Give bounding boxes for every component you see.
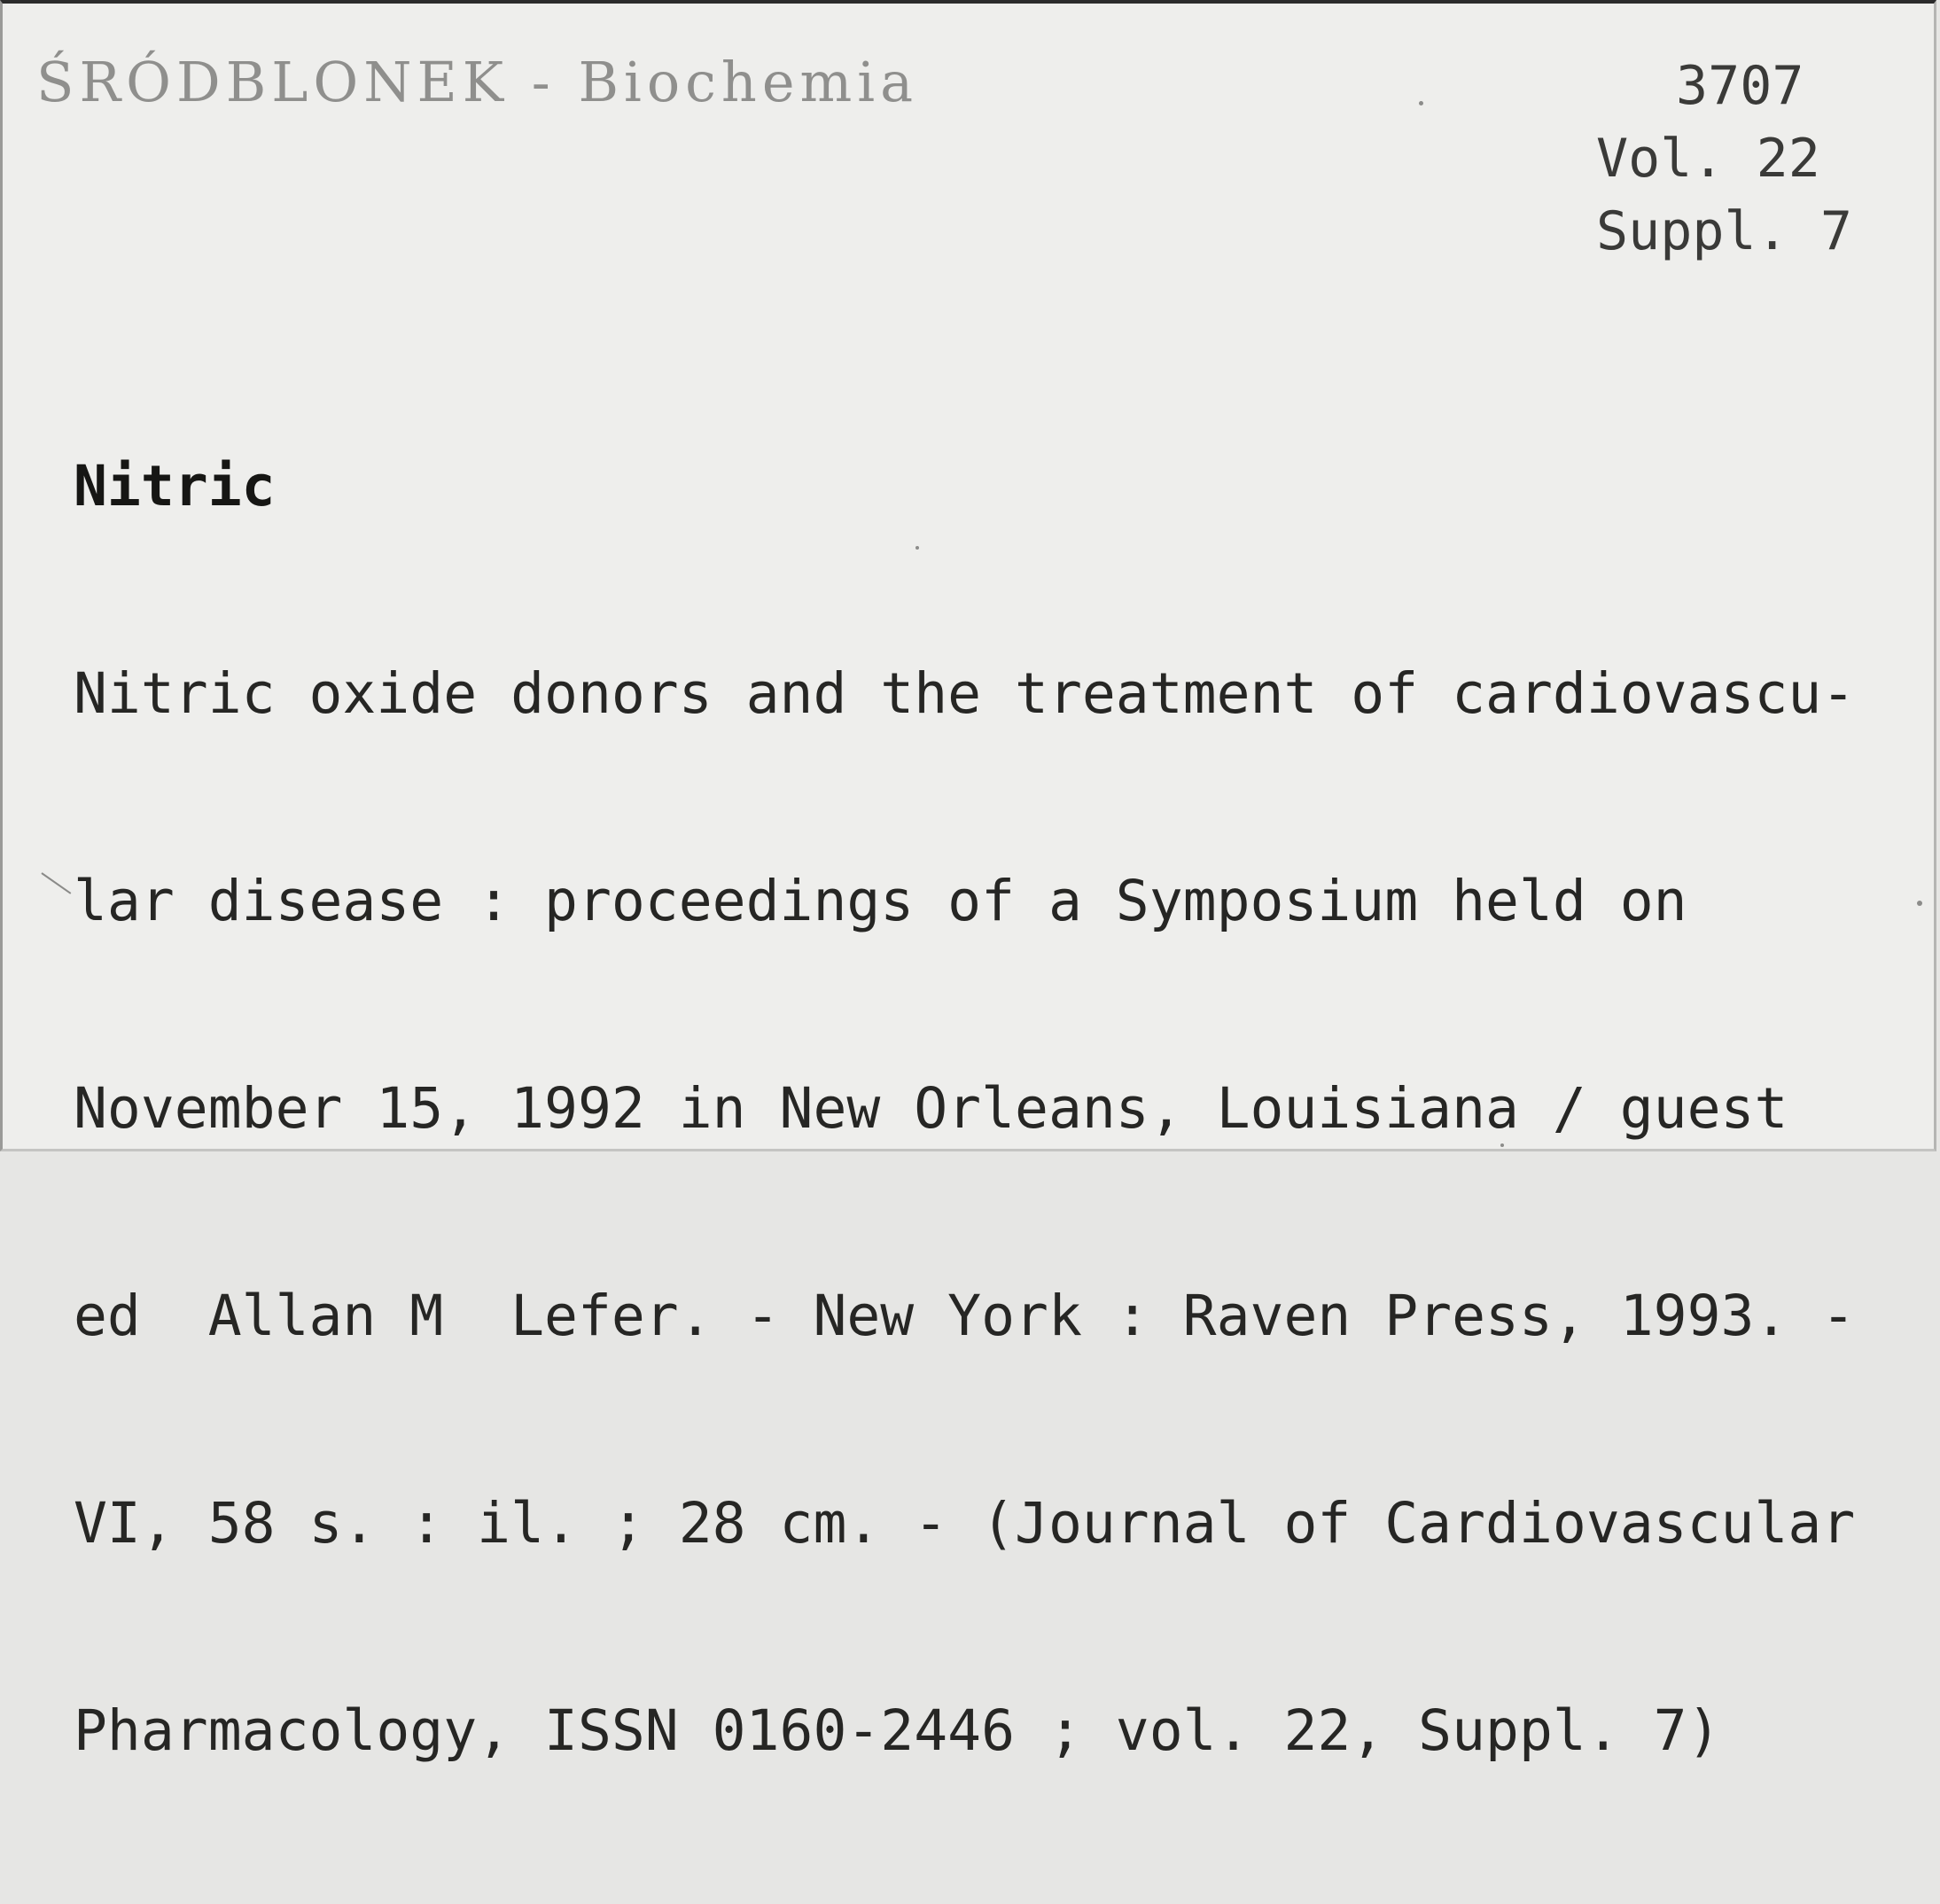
call-number-value: 3707: [1676, 55, 1804, 117]
description-line: VI, 58 s. : il. ; 28 cm. - (Journal of Cardiovascular: [74, 1491, 1856, 1556]
description-line: November 15, 1992 in New Orleans, Louisiana / guest: [74, 1076, 1788, 1141]
volume-label: Vol. 22: [1596, 128, 1820, 190]
pencil-mark: [41, 872, 71, 894]
description-line: Pharmacology, ISSN 0160-2446 ; vol. 22, Suppl. 7): [74, 1698, 1721, 1763]
description-line: lar disease : proceedings of a Symposium held on: [74, 869, 1687, 933]
main-entry-heading: Nitric: [74, 454, 276, 519]
bibliographic-entry: [74, 314, 1855, 1904]
call-number: [1596, 50, 1852, 268]
description-line: Nitric oxide donors and the treatment of cardiovascu-: [74, 661, 1856, 726]
supplement-label: Suppl. 7: [1596, 200, 1852, 262]
subject-heading: ŚRÓDBLONEK - Biochemia: [36, 50, 919, 114]
description-line: ed Allan M Lefer. - New York : Raven Press, 1993. -: [74, 1284, 1856, 1348]
